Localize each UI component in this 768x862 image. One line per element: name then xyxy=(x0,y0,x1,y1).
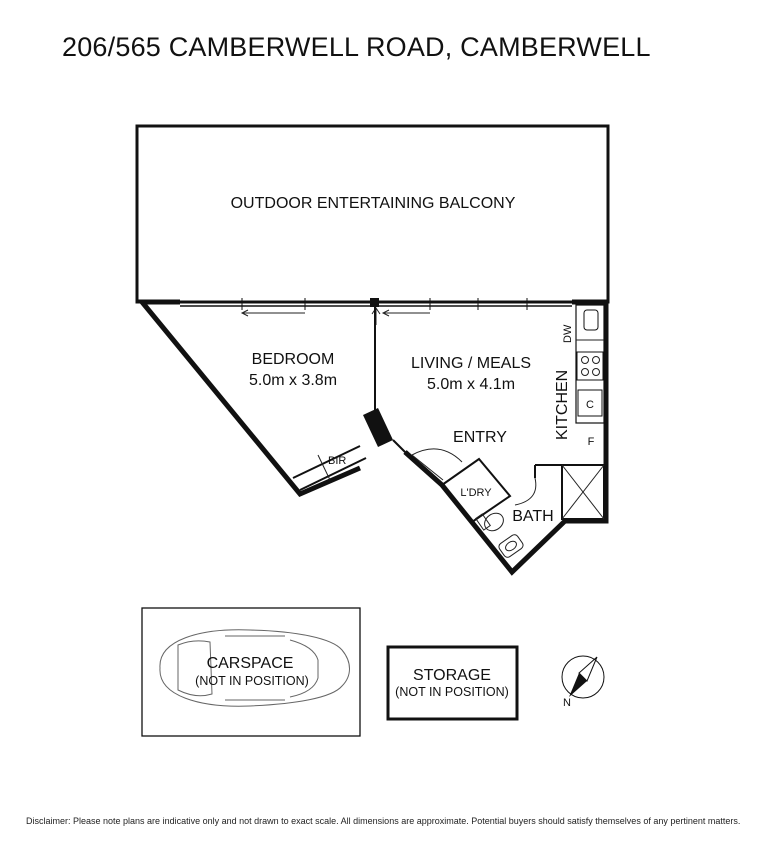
carspace-note: (NOT IN POSITION) xyxy=(195,674,309,688)
entry-label: ENTRY xyxy=(453,429,507,446)
disclaimer: Disclaimer: Please note plans are indicative only and not drawn to exact scale. All dimensions are approximate. Potential buyers should satisfy themselves of any pertinent matters. xyxy=(26,816,741,826)
fridge-label: F xyxy=(587,436,595,448)
bedroom-size: 5.0m x 3.8m xyxy=(248,372,338,389)
balcony-label: OUTDOOR ENTERTAINING BALCONY xyxy=(230,195,516,212)
living-size: 5.0m x 4.1m xyxy=(426,376,516,393)
carspace xyxy=(142,608,360,736)
laundry-label: L'DRY xyxy=(460,487,492,499)
storage-title: STORAGE xyxy=(413,667,491,684)
bedroom-label: BEDROOM xyxy=(251,351,335,368)
cupboard-label: C xyxy=(586,399,594,411)
storage xyxy=(388,647,517,719)
apartment-walls xyxy=(142,298,606,572)
bir-label: BIR xyxy=(328,455,347,467)
kitchen xyxy=(554,305,604,448)
bath-label: BATH xyxy=(512,508,554,525)
bathroom xyxy=(476,508,554,559)
carspace-title: CARSPACE xyxy=(206,655,294,672)
kitchen-label: KITCHEN xyxy=(554,369,571,440)
laundry xyxy=(442,459,510,522)
compass-north-label: N xyxy=(563,697,571,709)
address-title: 206/565 CAMBERWELL ROAD, CAMBERWELL xyxy=(62,32,651,62)
dishwasher-label: DW xyxy=(562,324,574,343)
living-label: LIVING / MEALS xyxy=(410,355,532,372)
storage-note: (NOT IN POSITION) xyxy=(395,685,509,699)
balcony xyxy=(137,126,608,302)
north-arrow-icon xyxy=(562,656,604,709)
